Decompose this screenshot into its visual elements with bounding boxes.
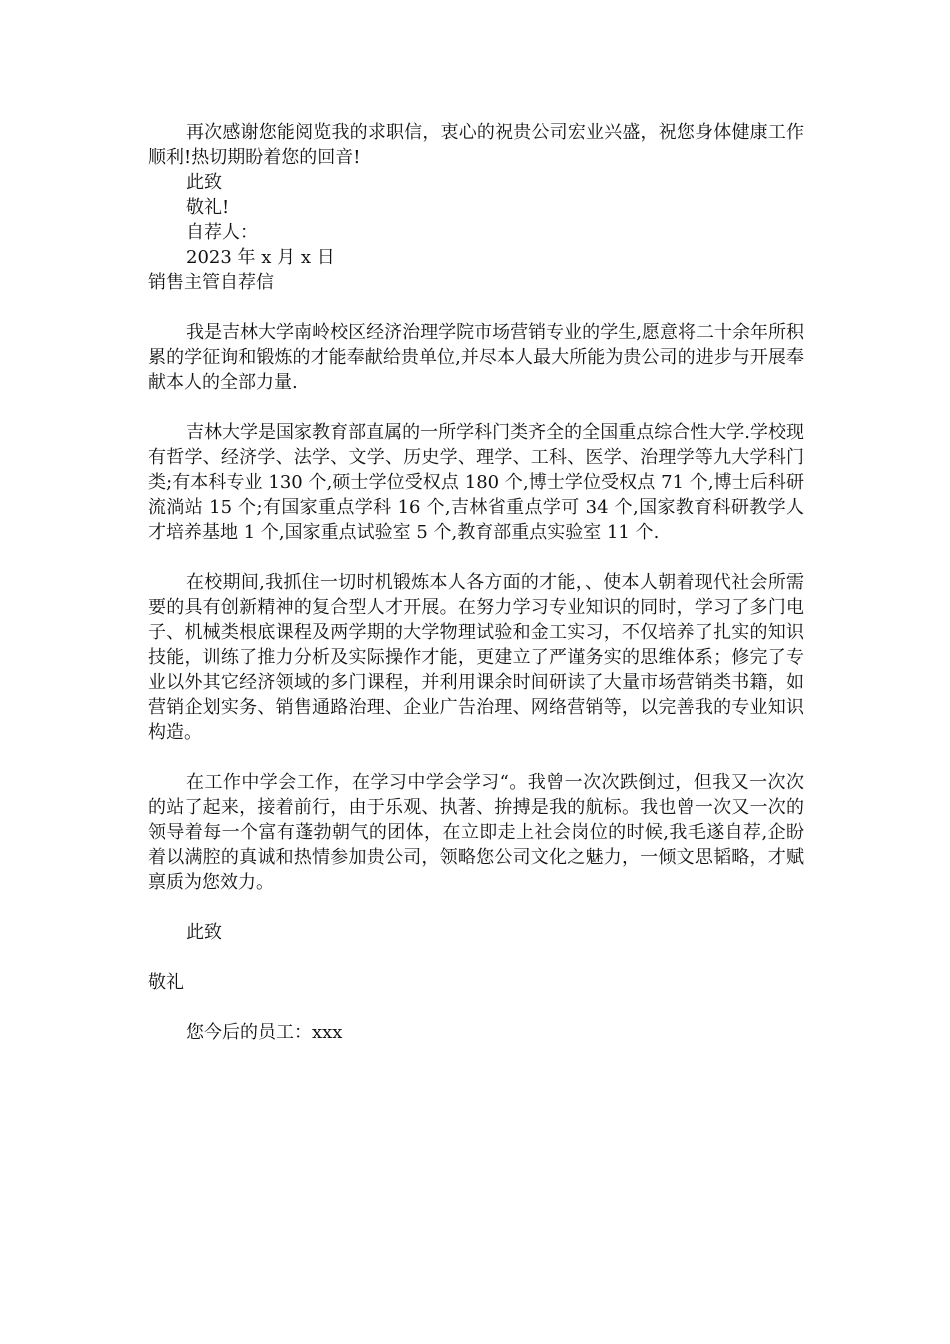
letter1-signature: 自荐人：: [186, 222, 258, 243]
letter2-title: 销售主管自荐信: [148, 272, 274, 293]
letter2-paragraph-1: 我是吉林大学南岭校区经济治理学院市场营销专业的学生,愿意将二十余年所积累的学征询和锻炼的才能奉献给贵单位,并尽本人最大所能为贵公司的进步与开展奉献本人的全部力量.: [148, 322, 804, 393]
letter2-signature: 您今后的员工：xxx: [186, 1022, 343, 1043]
letter1-closing-paragraph: 再次感谢您能阅览我的求职信，衷心的祝贵公司宏业兴盛，祝您身体健康工作顺利!热切期盼着您的回音!: [148, 122, 804, 168]
spacer: [148, 945, 804, 970]
letter1-salutation-2: 敬礼!: [186, 197, 230, 218]
letter2-salutation-1: 此致: [186, 922, 222, 943]
spacer: [148, 895, 804, 920]
letter2-salutation-2: 敬礼: [148, 972, 184, 993]
letter2-paragraph-2: 吉林大学是国家教育部直属的一所学科门类齐全的全国重点综合性大学.学校现有哲学、经济学、法学、文学、历史学、理学、工科、医学、治理学等九大学科门类;有本科专业 130 个,硕士学位受权点 180 个,博士学位受权点 71 个,博士后科研流淌站 15 个;有国家重点学科 16 个,吉林省重点学可 34 个,国家教育科研教学人才培养基地 1 个,国家重点试验室 5 个,教育部重点实验室 11 个.: [148, 422, 804, 543]
spacer: [148, 395, 804, 420]
document-page: [148, 120, 804, 1045]
letter1-date: 2023 年 x 月 x 日: [186, 247, 335, 268]
letter1-salutation-1: 此致: [186, 172, 222, 193]
letter2-paragraph-3: 在校期间,我抓住一切时机锻炼本人各方面的才能，、使本人朝着现代社会所需要的具有创新精神的复合型人才开展。在努力学习专业知识的同时，学习了多门电子、机械类根底课程及两学期的大学物理试验和金工实习，不仅培养了扎实的知识技能，训练了推力分析及实际操作才能，更建立了严谨务实的思维体系；修完了专业以外其它经济领域的多门课程，并利用课余时间研读了大量市场营销类书籍，如营销企划实务、销售通路治理、企业广告治理、网络营销等，以完善我的专业知识构造。: [148, 572, 804, 743]
spacer: [148, 995, 804, 1020]
spacer: [148, 295, 804, 320]
spacer: [148, 745, 804, 770]
spacer: [148, 545, 804, 570]
letter2-paragraph-4: 在工作中学会工作，在学习中学会学习“。我曾一次次跌倒过，但我又一次次的站了起来，接着前行，由于乐观、执著、拚搏是我的航标。我也曾一次又一次的领导着每一个富有蓬勃朝气的团体，在立即走上社会岗位的时候,我毛遂自荐,企盼着以满腔的真诚和热情参加贵公司，领略您公司文化之魅力，一倾文思韬略，才赋禀质为您效力。: [148, 772, 804, 893]
